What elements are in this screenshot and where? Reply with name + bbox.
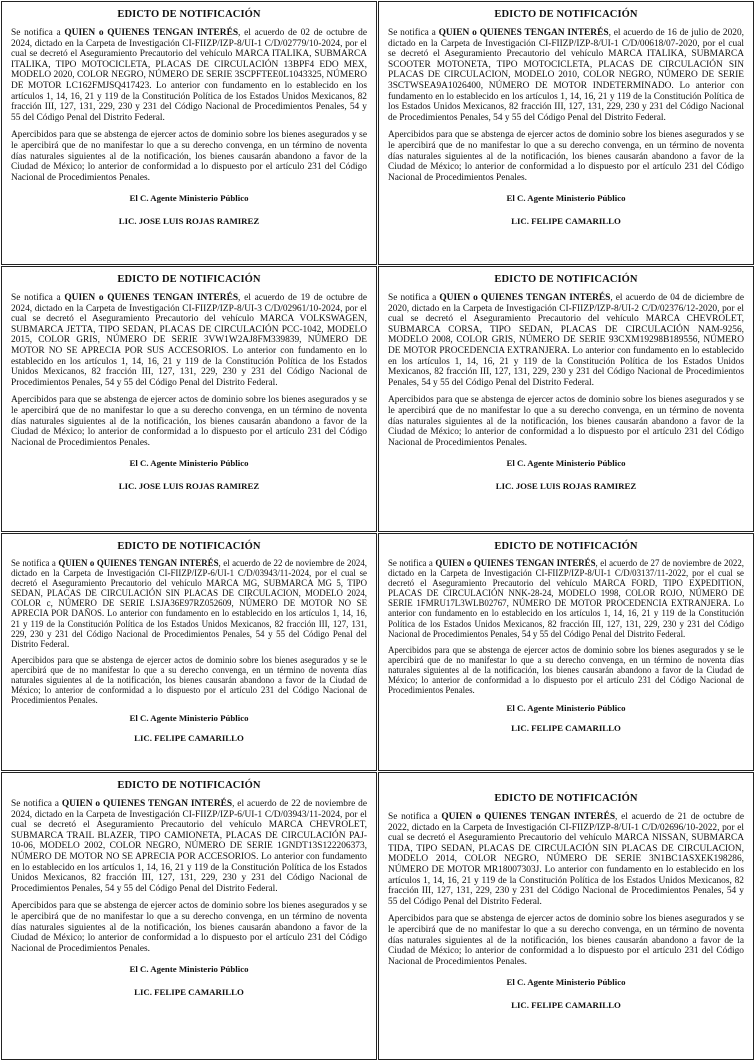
signer-title: El C. Agente Ministerio Público	[129, 193, 249, 204]
body-lead: Se notifica a	[388, 812, 442, 822]
signer-title: El C. Agente Ministerio Público	[129, 713, 249, 724]
signer-name: LIC. FELIPE CAMARILLO	[511, 1000, 621, 1011]
signer-name: LIC. FELIPE CAMARILLO	[134, 733, 244, 744]
body-text: , el acuerdo de 27 de noviembre de 2022, dictado en la Carpeta de Investigación CI-FIIZP/IZP-8/UI-1 C/D/03137/11-2022, por el cual se decretó el Aseguramiento Precautorio del vehículo MARCA FORD, TIPO EXPEDITION, PLACAS DE CIRCULACIÓN NNK-28-24, MODELO 1998, COLOR ROJO, NÚMERO DE SERIE 1FMRU17L3WLB02767, NÚMERO DE MOTOR PROCEDENCIA EXTRANJERA. Lo anterior con fundamento en lo establecido en los artículos 1, 14, 16, 21 y 119 de la Constitución Política de los Estados Unidos Mexicanos, 82 fracción III, 127, 131, 229, 230 y 231 del Código Nacional de Procedimientos Penales, 54 y 55 del Código Penal del Distrito Federal.	[388, 558, 744, 639]
body-addressee: QUIEN o QUIENES TENGAN INTERÉS	[435, 558, 596, 568]
notice-5	[1, 533, 377, 771]
signer-name: LIC. FELIPE CAMARILLO	[511, 723, 621, 734]
notice-warning: Apercibidos para que se abstenga de ejercer actos de dominio sobre los bienes asegurados y se le apercibirá que de no manifestar lo que a su derecho convenga, en un término de noventa días naturales siguientes al de la notificación, los bienes causarán abandono a favor de la Ciudad de México; lo anterior de conformidad a lo dispuesto por el artículo 231 del Código Nacional de Procedimientos Penales.	[388, 130, 744, 183]
notice-body	[388, 558, 744, 639]
notice-4	[378, 266, 754, 532]
body-addressee: QUIEN o QUIENES TENGAN INTERÉS	[441, 812, 616, 822]
notice-title: EDICTO DE NOTIFICACIÓN	[117, 274, 261, 285]
notice-6	[378, 533, 754, 771]
signer-name: LIC. FELIPE CAMARILLO	[511, 216, 621, 227]
signer-name: LIC. FELIPE CAMARILLO	[134, 987, 244, 998]
signer-title: El C. Agente Ministerio Público	[506, 977, 626, 988]
notice-8	[378, 772, 754, 1060]
signer-title: El C. Agente Ministerio Público	[506, 458, 626, 469]
body-text: , el acuerdo de 22 de noviembre de 2024, dictado en la Carpeta de Investigación CI-FIIZP/IZP-6/UI-1 C/D/03943/11-2024, por el cual se decretó el Aseguramiento Precautorio del vehículo MARCA MG, SUBMARCA MG 5, TIPO SEDAN, PLACAS DE CIRCULACIÓN SIN PLACAS DE CIRCULACION, MODELO 2024, COLOR c, NÚMERO DE SERIE LSJA36E97RZ052609, NÚMERO DE MOTOR NO SE APRECIA POR DAÑOS. Lo anterior con fundamento en lo establecido en los artículos 1, 14, 16, 21 y 119 de la Constitución Política de los Estados Unidos Mexicanos, 82 fracción III, 127, 131, 229, 230 y 231 del Código Nacional de Procedimientos Penales, 54 y 55 del Código Penal del Distrito Federal.	[11, 558, 367, 649]
body-text: , el acuerdo de 21 de octubre de 2022, dictado en la Carpeta de Investigación CI-FIIZP/IZP-8/UI-1 C/D/02696/10-2022, por el cual se decretó el Aseguramiento Precautorio del vehículo MARCA NISSAN, SUBMARCA TIDA, TIPO SEDAN, PLACAS DE CIRCULACIÓN SIN PLACAS DE CIRCULACION, MODELO 2014, COLOR NEGRO, NÚMERO DE SERIE 3N1BC1ASXEK198286, NÚMERO DE MOTOR MR18007303J. Lo anterior con fundamento en lo establecido en los artículos 1, 14, 16, 21 y 119 de la Constitución Política de los Estados Unidos Mexicanos, 82 fracción III, 127, 131, 229, 230 y 231 del Código Nacional de Procedimientos Penales, 54 y 55 del Código Penal del Distrito Federal.	[388, 812, 744, 907]
body-lead: Se notifica a	[388, 28, 439, 38]
notice-title: EDICTO DE NOTIFICACIÓN	[117, 780, 261, 791]
notice-1	[1, 1, 377, 265]
body-lead: Se notifica a	[11, 28, 65, 38]
notice-7	[1, 772, 377, 1060]
notice-2	[378, 1, 754, 265]
body-lead: Se notifica a	[11, 558, 59, 568]
body-lead: Se notifica a	[388, 293, 440, 303]
body-text: , el acuerdo de 16 de julio de 2020, dictado en la Carpeta de Investigación CI-FIIZP/IZP-8/UI-1 C/D/00618/07-2020, por el cual se decretó el Aseguramiento Precautorio del vehículo MARCA ITALIKA, SUBMARCA SCOOTER MOTONETA, TIPO MOTOCICLETA, PLACAS DE CIRCULACIÓN SIN PLACAS DE CIRCULACION, MODELO 2010, COLOR NEGRO, NÚMERO DE SERIE 3SCTWSEA9A1026400, NÚMERO DE MOTOR INDETERMINADO. Lo anterior con fundamento en lo establecido en los artículos 1, 14, 16, 21 y 119 de la Constitución Política de los Estados Unidos Mexicanos, 82 fracción III, 127, 131, 229, 230 y 231 del Código Nacional de Procedimientos Penales, 54 y 55 del Código Penal del Distrito Federal.	[388, 28, 745, 123]
body-text: , el acuerdo de 04 de diciembre de 2020, dictado en la Carpeta de Investigación CI-FIIZP/IZP-8/UI-2 C/D/02376/12-2020, por el cual se decretó el Aseguramiento Precautorio del vehículo MARCA CHEVROLET, SUBMARCA CORSA, TIPO SEDAN, PLACAS DE CIRCULACIÓN NAM-9256, MODELO 2008, COLOR GRIS, NÚMERO DE SERIE 93CXM19298B189556, NÚMERO DE MOTOR PROCEDENCIA EXTRANJERA. Lo anterior con fundamento en lo establecido en los artículos 1, 14, 16, 21 y 119 de la Constitución Política de los Estados Unidos Mexicanos, 82 fracción III, 127, 131, 229, 230 y 231 del Código Nacional de Procedimientos Penales, 54 y 55 del Código Penal del Distrito Federal.	[388, 293, 744, 388]
body-addressee: QUIEN o QUIENES TENGAN INTERÉS	[64, 293, 239, 303]
body-lead: Se notifica a	[388, 558, 436, 568]
notice-body	[11, 558, 367, 649]
notice-body	[11, 799, 367, 894]
notice-3	[1, 266, 377, 532]
notice-body	[388, 293, 744, 388]
notice-title: EDICTO DE NOTIFICACIÓN	[117, 541, 261, 552]
notice-warning: Apercibidos para que se abstenga de ejercer actos de dominio sobre los bienes asegurados y se le apercibirá que de no manifestar lo que a su derecho convenga, en un término de noventa días naturales siguientes al de la notificación, los bienes causarán abandono a favor de la Ciudad de México; lo anterior de conformidad a lo dispuesto por el artículo 231 del Código Nacional de Procedimientos Penales.	[388, 644, 744, 696]
notice-title: EDICTO DE NOTIFICACIÓN	[494, 793, 638, 804]
body-addressee: QUIEN o QUIENES TENGAN INTERÉS	[439, 293, 611, 303]
signer-name: LIC. JOSE LUIS ROJAS RAMIREZ	[118, 216, 260, 227]
signer-title: El C. Agente Ministerio Público	[506, 193, 626, 204]
notice-warning: Apercibidos para que se abstenga de ejercer actos de dominio sobre los bienes asegurados y se le apercibirá que de no manifestar lo que a su derecho convenga, en un término de noventa días naturales siguientes al de la notificación, los bienes causarán abandono a favor de la Ciudad de México; lo anterior de conformidad a lo dispuesto por el artículo 231 del Código Nacional de Procedimientos Penales.	[388, 395, 744, 448]
notice-body	[388, 28, 744, 123]
body-addressee: QUIEN o QUIENES TENGAN INTERÉS	[64, 28, 239, 38]
signer-title: El C. Agente Ministerio Público	[129, 964, 249, 975]
body-addressee: QUIEN o QUIENES TENGAN INTERÉS	[58, 558, 219, 568]
notice-title: EDICTO DE NOTIFICACIÓN	[494, 541, 638, 552]
notice-body	[388, 812, 744, 907]
signer-title: El C. Agente Ministerio Público	[506, 703, 626, 714]
signer-title: El C. Agente Ministerio Público	[129, 458, 249, 469]
notice-warning: Apercibidos para que se abstenga de ejercer actos de dominio sobre los bienes asegurados y se le apercibirá que de no manifestar lo que a su derecho convenga, en un término de noventa días naturales siguientes al de la notificación, los bienes causarán abandono a favor de la Ciudad de México; lo anterior de conformidad a lo dispuesto por el artículo 231 del Código Nacional de Procedimientos Penales.	[11, 901, 367, 954]
body-lead: Se notifica a	[11, 293, 65, 303]
body-addressee: QUIEN o QUIENES TENGAN INTERÉS	[438, 28, 609, 38]
notice-title: EDICTO DE NOTIFICACIÓN	[494, 274, 638, 285]
notice-title: EDICTO DE NOTIFICACIÓN	[494, 9, 638, 20]
signer-name: LIC. JOSE LUIS ROJAS RAMIREZ	[118, 481, 260, 492]
body-text: , el acuerdo de 19 de octubre de 2024, dictado en la Carpeta de Investigación CI-FIIZP/IZP-8/UI-3 C/D/02961/10-2024, por el cual se decretó el Aseguramiento Precautorio del vehículo MARCA VOLKSWAGEN, SUBMARCA JETTA, TIPO SEDAN, PLACAS DE CIRCULACIÓN PCC-1042, MODELO 2015, COLOR GRIS, NÚMERO DE SERIE 3VW1W2AJ8FM339839, NÚMERO DE MOTOR NO SE APRECIA POR SUS ACCESORIOS. Lo anterior con fundamento en lo establecido en los artículos 1, 14, 16, 21 y 119 de la Constitución Política de los Estados Unidos Mexicanos, 82 fracción III, 127, 131, 229, 230 y 231 del Código Nacional de Procedimientos Penales, 54 y 55 del Código Penal del Distrito Federal.	[11, 293, 367, 388]
body-text: , el acuerdo de 02 de octubre de 2024, dictado en la Carpeta de Investigación CI-FIIZP/IZP-8/UI-1 C/D/02779/10-2024, por el cual se decretó el Aseguramiento Precautorio del vehículo MARCA ITALIKA, SUBMARCA ITALIKA, TIPO MOTOCICLETA, PLACAS DE CIRCULACIÓN 13BPF4 EDO MEX, MODELO 2020, COLOR NEGRO, NÚMERO DE SERIE 3SCPFTEE0L1043325, NÚMERO DE MOTOR LC162FMJSQ417423. Lo anterior con fundamento en lo establecido en los artículos 1, 14, 16, 21 y 119 de la Constitución Política de los Estados Unidos Mexicanos, 82 fracción III, 127, 131, 229, 230 y 231 del Código Nacional de Procedimientos Penales, 54 y 55 del Código Penal del Distrito Federal.	[11, 28, 367, 123]
notice-warning: Apercibidos para que se abstenga de ejercer actos de dominio sobre los bienes asegurados y se le apercibirá que de no manifestar lo que a su derecho convenga, en un término de noventa días naturales siguientes al de la notificación, los bienes causarán abandono a favor de la Ciudad de México; lo anterior de conformidad a lo dispuesto por el artículo 231 del Código Nacional de Procedimientos Penales.	[11, 130, 367, 183]
body-lead: Se notifica a	[11, 799, 62, 809]
notice-body	[11, 293, 367, 388]
notice-body	[11, 28, 367, 123]
signer-name: LIC. JOSE LUIS ROJAS RAMIREZ	[495, 481, 637, 492]
notice-warning: Apercibidos para que se abstenga de ejercer actos de dominio sobre los bienes asegurados y se le apercibirá que de no manifestar lo que a su derecho convenga, en un término de noventa días naturales siguientes al de la notificación, los bienes causarán abandono a favor de la Ciudad de México; lo anterior de conformidad a lo dispuesto por el artículo 231 del Código Nacional de Procedimientos Penales.	[11, 654, 367, 706]
body-text: , el acuerdo de 22 de noviembre de 2024, dictado en la Carpeta de Investigación CI-FIIZP/IZP-6/UI-1 C/D/03943/11-2024, por el cual se decretó el Aseguramiento Precautorio del vehículo MARCA CHEVROLET, SUBMARCA TRAIL BLAZER, TIPO CAMIONETA, PLACAS DE CIRCULACIÓN PAJ-10-06, MODELO 2002, COLOR NEGRO, NÚMERO DE SERIE 1GNDT13S122206373, NÚMERO DE MOTOR NO SE APRECIA POR ACCESORIOS. Lo anterior con fundamento en lo establecido en los artículos 1, 14, 16, 21 y 119 de la Constitución Política de los Estados Unidos Mexicanos, 82 fracción III, 127, 131, 229, 230 y 231 del Código Nacional de Procedimientos Penales, 54 y 55 del Código Penal del Distrito Federal.	[11, 799, 367, 894]
notice-warning: Apercibidos para que se abstenga de ejercer actos de dominio sobre los bienes asegurados y se le apercibirá que de no manifestar lo que a su derecho convenga, en un término de noventa días naturales siguientes al de la notificación, los bienes causarán abandono a favor de la Ciudad de México; lo anterior de conformidad a lo dispuesto por el artículo 231 del Código Nacional de Procedimientos Penales.	[388, 914, 744, 967]
body-addressee: QUIEN o QUIENES TENGAN INTERÉS	[61, 799, 233, 809]
notice-warning: Apercibidos para que se abstenga de ejercer actos de dominio sobre los bienes asegurados y se le apercibirá que de no manifestar lo que a su derecho convenga, en un término de noventa días naturales siguientes al de la notificación, los bienes causarán abandono a favor de la Ciudad de México; lo anterior de conformidad a lo dispuesto por el artículo 231 del Código Nacional de Procedimientos Penales.	[11, 395, 367, 448]
notice-title: EDICTO DE NOTIFICACIÓN	[117, 9, 261, 20]
